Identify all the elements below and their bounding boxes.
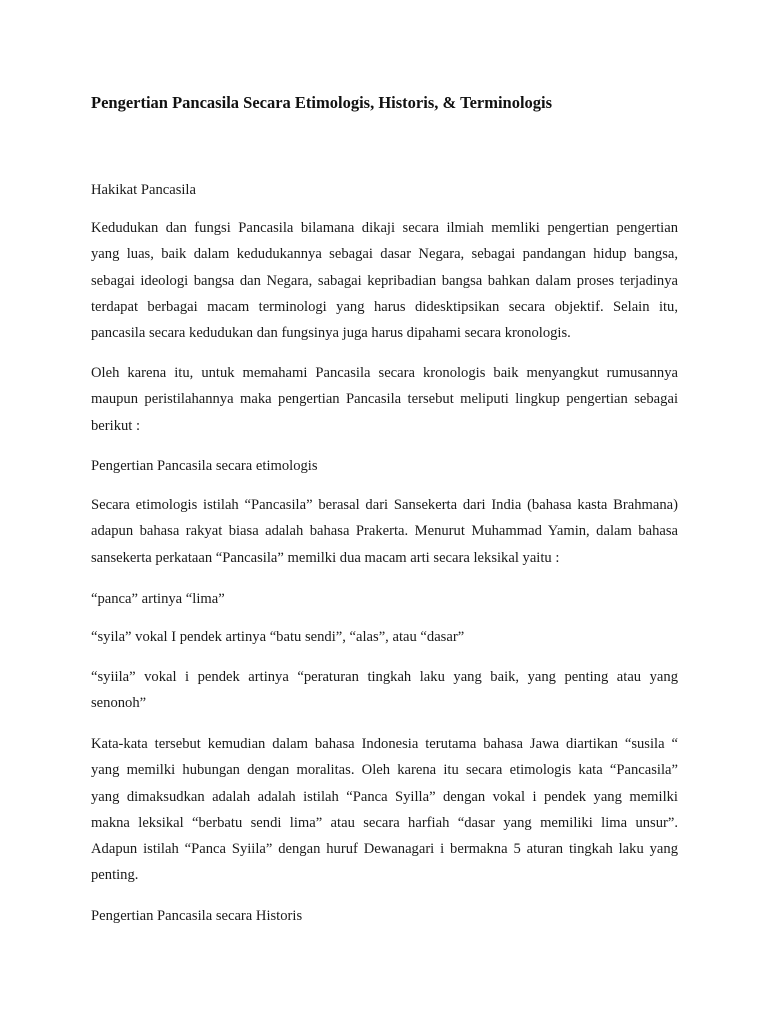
- subheading-text: Pengertian Pancasila secara Historis: [91, 908, 303, 924]
- paragraph-line: Kedudukan dan fungsi Pancasila bilamana dikaji secara ilmiah memliki pengertian pengertian: [91, 220, 678, 236]
- definition-panca: [91, 586, 678, 612]
- paragraph-line: sansekerta perkataan “Pancasila” memilki dua macam arti secara leksikal yaitu :: [91, 549, 560, 566]
- document-title: Pengertian Pancasila Secara Etimologis, Historis, & Terminologis: [91, 93, 553, 112]
- paragraph-line: Oleh karena itu, untuk memahami Pancasila secara kronologis baik menyangkut rumusannya: [91, 365, 678, 381]
- definition-syiila: [91, 664, 678, 717]
- paragraph-line: Secara etimologis istilah “Pancasila” berasal dari Sansekerta dari India (bahasa kasta Brahmana): [91, 497, 678, 513]
- paragraph-oleh-karena: [91, 360, 678, 439]
- definition-syila: [91, 624, 678, 650]
- paragraph-kedudukan: [91, 215, 678, 346]
- section-heading-hakikat: [91, 177, 678, 203]
- paragraph-line: sebagai ideologi bangsa dan Negara, sabagai kepribadian bangsa bahkan dalam proses terjadinya: [91, 272, 678, 289]
- definition-line: senonoh”: [91, 695, 147, 712]
- paragraph-line: maupun peristilahannya maka pengertian Pancasila tersebut meliputi lingkup pengertian sebagai: [91, 391, 678, 408]
- paragraph-line: terdapat berbagai macam terminologi yang harus didesktipsikan secara objektif. Selain itu,: [91, 298, 678, 315]
- section-heading-text: Hakikat Pancasila: [91, 182, 196, 198]
- paragraph-line: yang luas, baik dalam kedudukannya sebagai dasar Negara, sebagai pandangan hidup bangsa,: [91, 246, 678, 263]
- paragraph-line: berikut :: [91, 417, 141, 434]
- definition-line: “syiila” vokal i pendek artinya “peraturan tingkah laku yang baik, yang penting atau yang: [91, 669, 678, 685]
- paragraph-line: Adapun istilah “Panca Syiila” dengan huruf Dewanagari i bermakna 5 aturan tingkah laku yang: [91, 841, 678, 858]
- paragraph-line: yang memilki hubungan dengan moralitas. Oleh karena itu secara etimologis kata “Pancasila”: [91, 762, 678, 779]
- paragraph-line: penting.: [91, 867, 139, 884]
- subheading-etimologis: [91, 453, 678, 479]
- paragraph-line: makna leksikal “berbatu sendi lima” atau secara harfiah “dasar yang memiliki lima unsur”.: [91, 814, 678, 831]
- paragraph-secara-etimologis: [91, 492, 678, 571]
- paragraph-line: pancasila secara kedudukan dan fungsinya juga harus dipahami secara kronologis.: [91, 325, 571, 342]
- subheading-text: Pengertian Pancasila secara etimologis: [91, 458, 318, 474]
- paragraph-line: adapun bahasa rakyat biasa adalah bahasa Prakerta. Menurut Muhammad Yamin, dalam bahasa: [91, 523, 678, 540]
- subheading-historis: [91, 903, 678, 929]
- definition-text: “syila” vokal I pendek artinya “batu sendi”, “alas”, atau “dasar”: [91, 629, 465, 645]
- paragraph-line: Kata-kata tersebut kemudian dalam bahasa Indonesia terutama bahasa Jawa diartikan “susila “: [91, 736, 678, 752]
- paragraph-line: yang dimaksudkan adalah adalah istilah “Panca Syilla” dengan vokal i pendek yang memilki: [91, 788, 678, 805]
- definition-text: “panca” artinya “lima”: [91, 591, 225, 607]
- paragraph-kata-kata: [91, 731, 678, 889]
